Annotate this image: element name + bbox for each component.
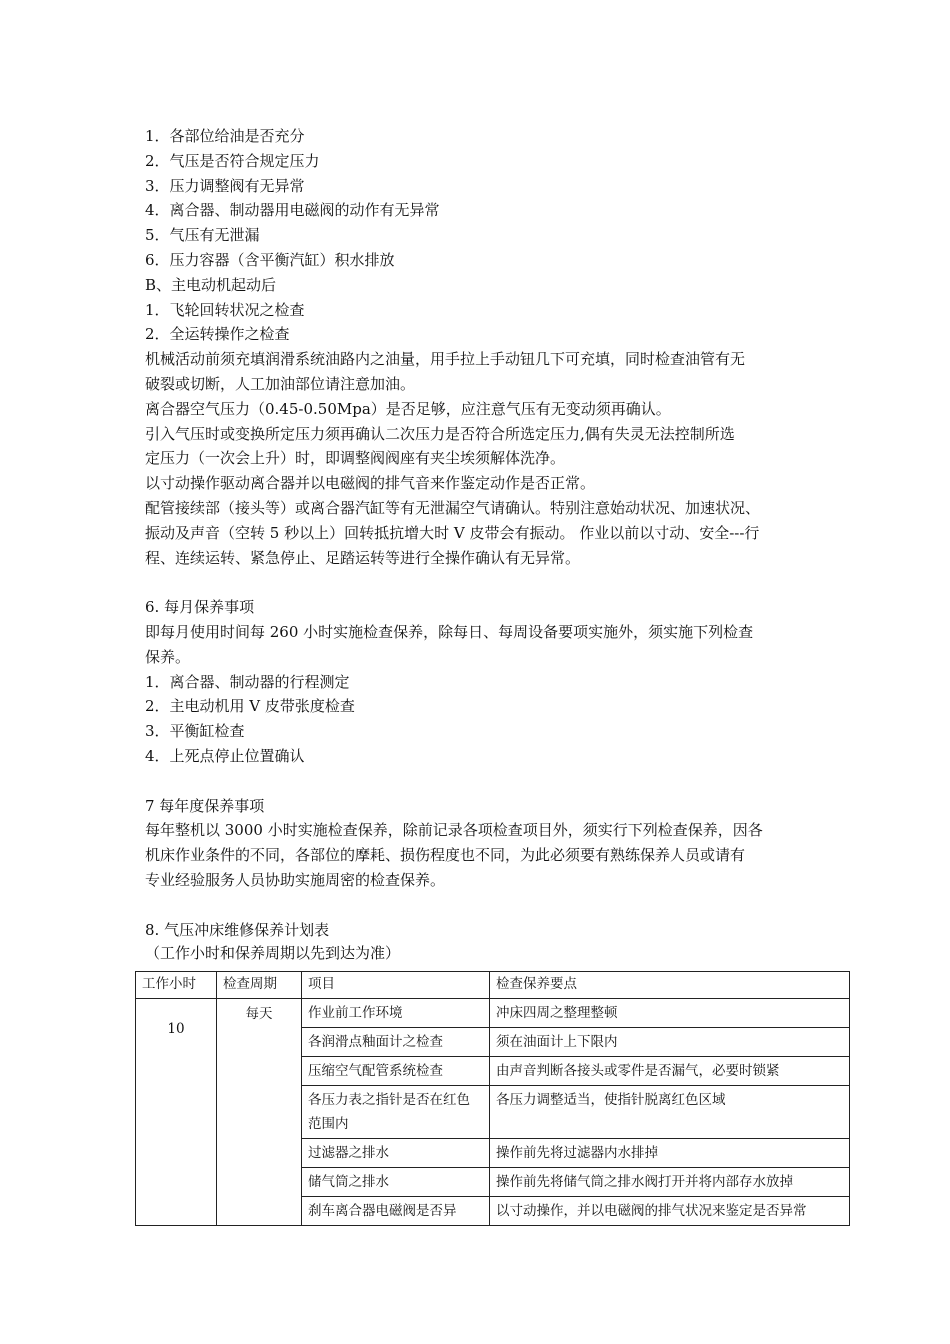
point-cell: 操作前先将过滤器内水排掉 bbox=[490, 1139, 850, 1168]
column-header-item: 项目 bbox=[302, 972, 490, 999]
item-cell: 各润滑点釉面计之检查 bbox=[302, 1028, 490, 1057]
period-cell: 每天 bbox=[217, 999, 302, 1226]
note-paragraph bbox=[145, 471, 825, 496]
point-cell: 各压力调整适当，使指针脱离红色区域 bbox=[490, 1086, 850, 1139]
note-paragraph bbox=[145, 422, 825, 472]
point-cell: 冲床四周之整理整顿 bbox=[490, 999, 850, 1028]
monthly-intro bbox=[145, 620, 825, 670]
note-line: 破裂或切断，人工加油部位请注意加油。 bbox=[145, 374, 416, 393]
table-row bbox=[136, 999, 850, 1028]
monthly-item: 1．离合器、制动器的行程测定 bbox=[145, 672, 350, 691]
check-item: 2．气压是否符合规定压力 bbox=[145, 151, 320, 170]
note-line: 程、连续运转、紧急停止、足踏运转等进行全操作确认有无异常。 bbox=[145, 548, 581, 567]
hours-cell: 10 bbox=[136, 999, 217, 1226]
point-cell: 由声音判断各接头或零件是否漏气，必要时锁紧 bbox=[490, 1057, 850, 1086]
note-paragraph bbox=[145, 496, 825, 570]
monthly-intro-line: 保养。 bbox=[145, 647, 191, 666]
note-line: 离合器空气压力（0.45-0.50Mpa）是否足够，应注意气压有无变动须再确认。 bbox=[145, 399, 671, 418]
plan-subtitle: （工作小时和保养周期以先到达为准） bbox=[145, 944, 401, 963]
item-cell: 各压力表之指针是否在红色范围内 bbox=[302, 1086, 490, 1139]
item-cell: 储气筒之排水 bbox=[302, 1168, 490, 1197]
check-item: 1．各部位给油是否充分 bbox=[145, 127, 305, 145]
note-line: 以寸动操作驱动离合器并以电磁阀的排气音来作鉴定动作是否正常。 bbox=[145, 474, 596, 493]
item-cell: 作业前工作环境 bbox=[302, 999, 490, 1028]
spacer bbox=[145, 570, 825, 595]
note-line: 引入气压时或变换所定压力须再确认二次压力是否符合所选定压力,偶有失灵无法控制所选 bbox=[145, 424, 735, 443]
column-header-hours: 工作小时 bbox=[136, 972, 217, 999]
yearly-text bbox=[145, 818, 825, 892]
check-item: 4．离合器、制动器用电磁阀的动作有无异常 bbox=[145, 201, 440, 220]
point-cell: 须在油面计上下限内 bbox=[490, 1028, 850, 1057]
item-cell: 刹车离合器电磁阀是否异 bbox=[302, 1197, 490, 1226]
note-line: 配管接续部（接头等）或离合器汽缸等有无泄漏空气请确认。特别注意始动状况、加速状况、 bbox=[145, 498, 761, 517]
monthly-title: 6. 每月保养事项 bbox=[145, 598, 255, 617]
spacer bbox=[145, 893, 825, 918]
yearly-title: 7 每年度保养事项 bbox=[145, 796, 265, 815]
monthly-item: 3．平衡缸检查 bbox=[145, 722, 245, 741]
monthly-item: 2．主电动机用 V 皮带张度检查 bbox=[145, 697, 355, 716]
note-paragraph bbox=[145, 397, 825, 422]
check-item: 1．飞轮回转状况之检查 bbox=[145, 300, 305, 319]
item-cell: 过滤器之排水 bbox=[302, 1139, 490, 1168]
plan-title: 8. 气压冲床维修保养计划表 bbox=[145, 920, 330, 939]
column-header-period: 检查周期 bbox=[217, 972, 302, 999]
column-header-point: 检查保养要点 bbox=[490, 972, 850, 999]
document-body bbox=[145, 124, 825, 964]
yearly-text-line: 专业经验服务人员协助实施周密的检查保养。 bbox=[145, 870, 446, 889]
check-item: 5．气压有无泄漏 bbox=[145, 226, 260, 245]
check-item: 3．压力调整阀有无异常 bbox=[145, 176, 305, 195]
yearly-text-line: 每年整机以 3000 小时实施检查保养，除前记录各项检查项目外，须实行下列检查保养，因各 bbox=[145, 821, 763, 840]
spacer bbox=[145, 769, 825, 794]
table-header-row bbox=[136, 972, 850, 999]
maintenance-plan-table bbox=[135, 971, 850, 1226]
yearly-text-line: 机床作业条件的不同，各部位的摩耗、损伤程度也不同，为此必须要有熟练保养人员或请有 bbox=[145, 846, 746, 865]
point-cell: 操作前先将储气筒之排水阀打开并将内部存水放掉 bbox=[490, 1168, 850, 1197]
monthly-item: 4．上死点停止位置确认 bbox=[145, 746, 305, 765]
note-line: 振动及声音（空转 5 秒以上）回转抵抗增大时 V 皮带会有振动。 作业以前以寸动、安全---行 bbox=[145, 523, 760, 542]
note-line: 定压力（一次会上升）时，即调整阀阀座有夹尘埃须解体洗净。 bbox=[145, 449, 566, 468]
point-cell: 以寸动操作，并以电磁阀的排气状况来鉴定是否异常 bbox=[490, 1197, 850, 1226]
note-paragraph bbox=[145, 347, 825, 397]
check-item: 6．压力容器（含平衡汽缸）积水排放 bbox=[145, 250, 395, 269]
monthly-intro-line: 即每月使用时间每 260 小时实施检查保养，除每日、每周设备要项实施外，须实施下列检查 bbox=[145, 622, 754, 641]
item-cell: 压缩空气配管系统检查 bbox=[302, 1057, 490, 1086]
section-b-title: B、主电动机起动后 bbox=[145, 275, 277, 294]
note-line: 机械活动前须充填润滑系统油路内之油量，用手拉上手动钮几下可充填，同时检查油管有无 bbox=[145, 350, 746, 369]
check-item: 2．全运转操作之检查 bbox=[145, 325, 290, 344]
